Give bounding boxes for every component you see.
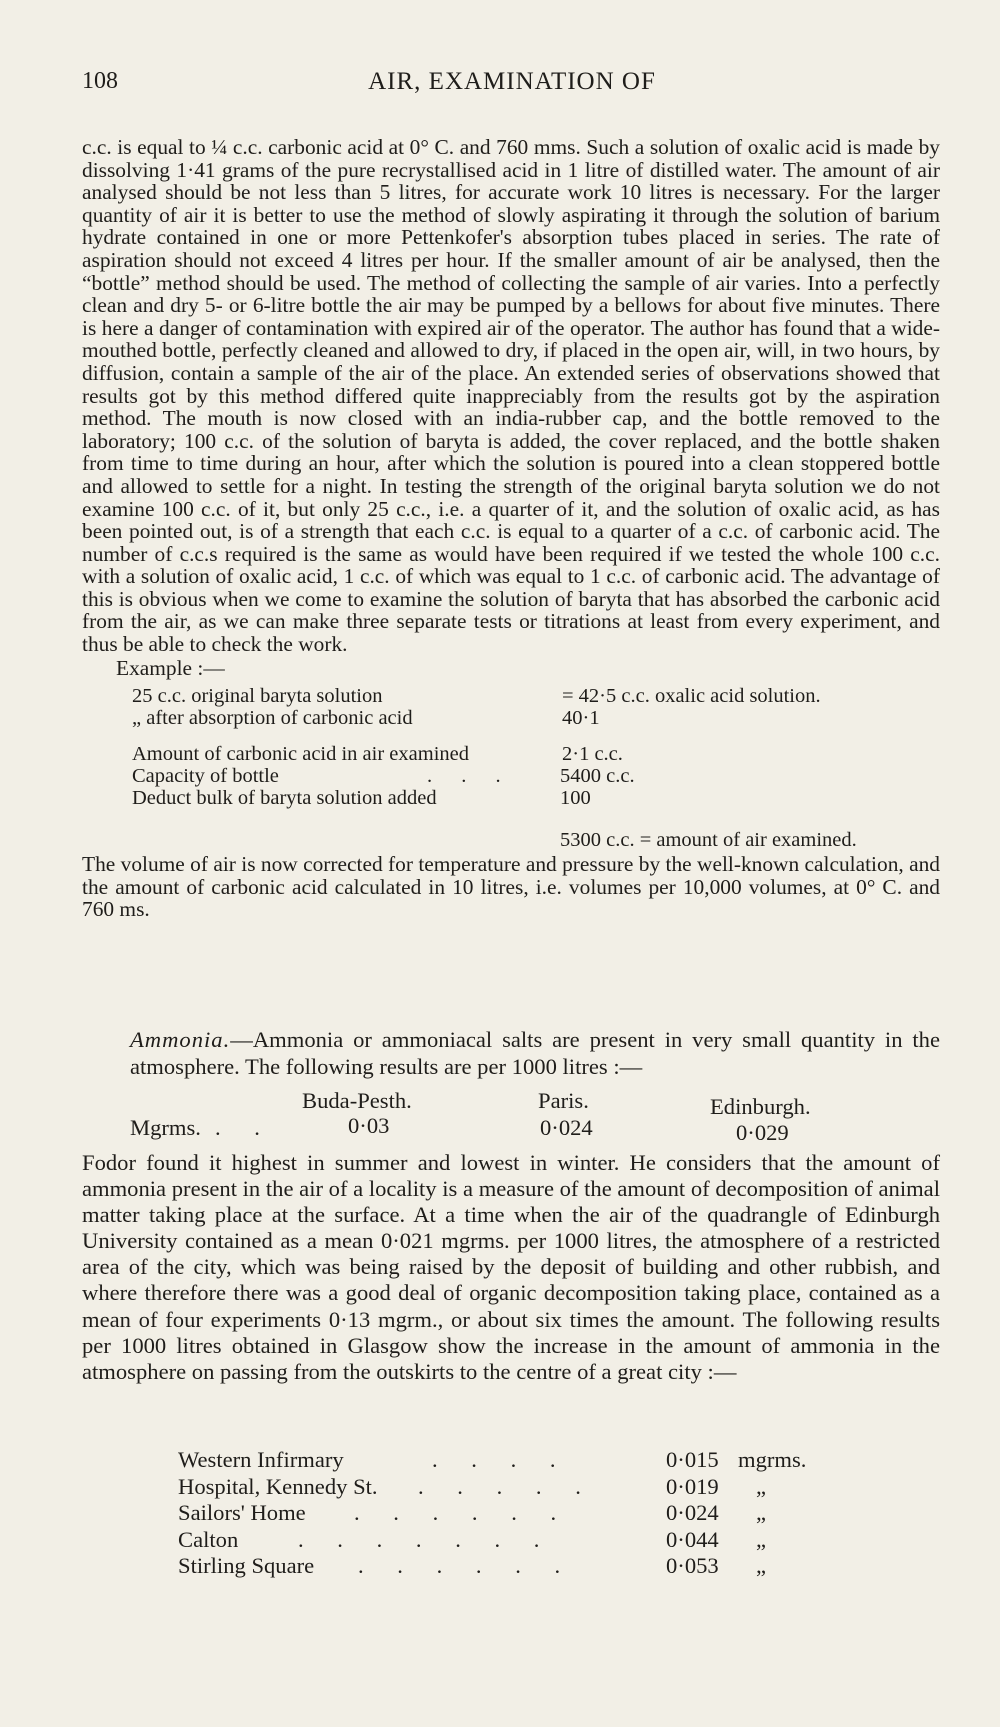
col-header-paris: Paris. xyxy=(538,1088,589,1113)
col-header-edinburgh: Edinburgh. xyxy=(710,1094,811,1119)
example-row xyxy=(82,765,940,787)
example-row-label: Capacity of bottle xyxy=(132,765,279,788)
example-table xyxy=(82,685,940,851)
example-row xyxy=(82,787,940,809)
example-row-value: 5300 c.c. = amount of air examined. xyxy=(560,829,857,852)
value-buda-pesth: 0·03 xyxy=(348,1113,390,1138)
glasgow-row xyxy=(178,1474,938,1501)
glasgow-value: 0·019 xyxy=(666,1473,719,1499)
example-row-value: 2·1 c.c. xyxy=(562,743,623,766)
page-header xyxy=(82,68,942,108)
glasgow-place: Western Infirmary xyxy=(178,1447,344,1472)
glasgow-value: 0·044 xyxy=(666,1526,719,1552)
paragraph-fodor: Fodor found it highest in summer and lowest in winter. He considers that the amount of ammonia present in the air of a locality is a measure of the amount of decomposition of animal matter taking place at the surface. At a time when the air of the quadrangle of Edinburgh University contained as a mean 0·021 mgrms. per 1000 litres, the atmosphere of a restricted area of the city, which was being raised by the deposit of building and other rubbish, and where therefore there was a good deal of organic decomposition taking place, contained as a mean of four experiments 0·13 mgrm., or about six times the amount. The following results per 1000 litres obtained in Glasgow show the increase in the amount of ammonia in the atmosphere on passing from the outskirts to the centre of a great city :— xyxy=(82,1150,940,1384)
example-rule-spacer xyxy=(82,729,940,743)
glasgow-dots: . . . . . . . xyxy=(298,1526,554,1552)
glasgow-unit: „ xyxy=(756,1553,767,1578)
glasgow-row xyxy=(178,1553,938,1580)
glasgow-unit: mgrms. xyxy=(738,1447,807,1472)
example-row-label: Deduct bulk of baryta solution added xyxy=(132,787,437,810)
glasgow-value: 0·024 xyxy=(666,1500,719,1525)
example-row-value: 5400 c.c. xyxy=(560,765,635,788)
ammonia-paragraph xyxy=(130,1026,940,1080)
example-rule-spacer xyxy=(82,809,940,829)
paragraph-main: c.c. is equal to ¼ c.c. carbonic acid at 0° C. and 760 mms. Such a solution of oxalic acid is made by dissolving 1·41 grams of the pure recrystallised acid in 1 litre of distilled water. The amount of air analysed should be not less than 5 litres, for accurate work 10 litres is necessary. For the larger quantity of air it is better to use the method of slowly aspirating it through the solution of barium hydrate contained in one or more Pettenkofer's absorption tubes placed in series. The rate of aspiration should not exceed 4 litres per hour. If the smaller amount of air be analysed, then the “bottle” method should be used. The method of collecting the sample of air varies. Into a perfectly clean and dry 5- or 6-litre bottle the air may be pumped by a bellows for about five minutes. There is here a danger of contamination with expired air of the operator. The author has found that a wide-mouthed bottle, perfectly cleaned and allowed to dry, if placed in the open air, will, in two hours, by diffusion, contain a sample of the air of the place. An extended series of observations showed that results got by this method differed quite inappreciably from the results got by the aspiration method. The mouth is now closed with an india-rubber cap, and the bottle removed to the laboratory; 100 c.c. of the solution of baryta is added, the cover replaced, and the bottle shaken from time to time during an hour, after which the solution is poured into a clean stoppered bottle and allowed to settle for a night. In testing the strength of the original baryta solution we do not examine 100 c.c. of it, but only 25 c.c., i.e. a quarter of it, and the solution of oxalic acid, as has been pointed out, is of a strength that each c.c. is equal to a quarter of a c.c. of carbonic acid. The number of c.c.s required is the same as would have been required if we tested the whole 100 c.c. with a solution of oxalic acid, 1 c.c. of which was equal to 1 c.c. of carbonic acid. The advantage of this is obvious when we come to examine the solution of baryta that has absorbed the carbonic acid from the air, as we can make three separate tests or titrations at least from every experiment, and thus be able to check the work. xyxy=(82,135,940,657)
glasgow-dots: . . . . . xyxy=(418,1473,595,1499)
example-row-value: = 42·5 c.c. oxalic acid solution. xyxy=(562,685,821,708)
glasgow-place: Hospital, Kennedy St. xyxy=(178,1473,378,1499)
value-paris: 0·024 xyxy=(540,1115,593,1140)
glasgow-place: Stirling Square xyxy=(178,1553,315,1578)
glasgow-place: Calton xyxy=(178,1526,239,1552)
glasgow-row xyxy=(178,1527,938,1554)
page-number: 108 xyxy=(82,68,118,94)
example-row xyxy=(82,685,940,707)
example-row-value: 100 xyxy=(560,787,591,810)
example-row xyxy=(82,707,940,729)
glasgow-unit: „ xyxy=(756,1526,767,1552)
row-dots: . . xyxy=(215,1115,274,1140)
glasgow-row xyxy=(178,1447,938,1474)
ammonia-section xyxy=(130,1026,940,1080)
example-row xyxy=(82,829,940,851)
glasgow-unit: „ xyxy=(756,1473,767,1499)
value-edinburgh: 0·029 xyxy=(736,1120,789,1145)
example-row-label: 25 c.c. original baryta solution xyxy=(132,685,383,708)
glasgow-unit: „ xyxy=(756,1500,767,1525)
paragraph-volume: The volume of air is now corrected for temperature and pressure by the well-known calculation, and the amount of carbonic acid calculated in 10 litres, i.e. volumes per 10,000 volumes, at 0° C. and 760 ms. xyxy=(82,852,940,922)
glasgow-dots: . . . . xyxy=(432,1447,570,1472)
ammonia-heading: Ammonia. xyxy=(130,1027,231,1052)
glasgow-value: 0·053 xyxy=(666,1553,719,1578)
fodor-section xyxy=(82,1150,940,1385)
main-text-block xyxy=(82,136,940,921)
example-row-label: „ after absorption of carbonic acid xyxy=(132,707,413,730)
ammonia-city-table xyxy=(120,1088,940,1148)
glasgow-dots: . . . . . . xyxy=(354,1500,571,1525)
example-row-value: 40·1 xyxy=(562,707,600,730)
glasgow-table xyxy=(178,1447,938,1580)
example-row-dots: . . . xyxy=(427,765,513,788)
example-row xyxy=(82,743,940,765)
glasgow-row xyxy=(178,1500,938,1527)
glasgow-dots: . . . . . . xyxy=(358,1553,575,1578)
glasgow-place: Sailors' Home xyxy=(178,1500,306,1525)
example-label: Example :— xyxy=(116,655,225,680)
row-label-mgrms: Mgrms. xyxy=(130,1115,201,1140)
ammonia-intro: —Ammonia or ammoniacal salts are present in very small quantity in the atmosphere. The following results are per 1000 litres :— xyxy=(130,1027,940,1079)
glasgow-value: 0·015 xyxy=(666,1447,719,1472)
col-header-buda-pesth: Buda-Pesth. xyxy=(302,1088,412,1113)
running-title: AIR, EXAMINATION OF xyxy=(368,68,656,95)
example-row-label: Amount of carbonic acid in air examined xyxy=(132,743,469,766)
